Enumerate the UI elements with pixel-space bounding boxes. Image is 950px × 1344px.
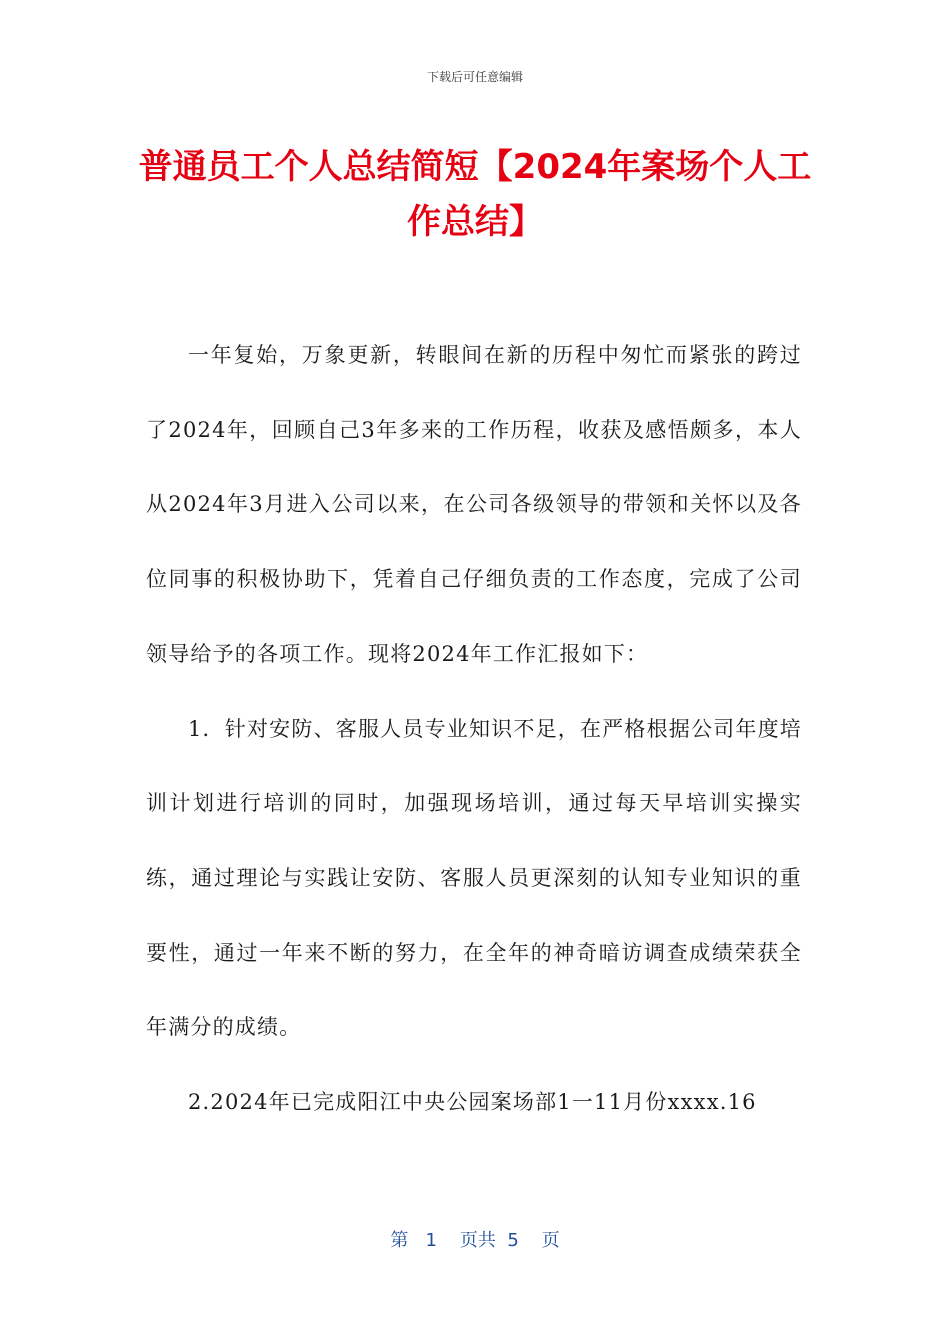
document-body: [146, 318, 802, 1140]
footer-page-total: 5: [507, 1230, 519, 1251]
paragraph-item-1: 1．针对安防、客服人员专业知识不足，在严格根据公司年度培训计划进行培训的同时，加强现场培训，通过每天早培训实操实练，通过理论与实践让安防、客服人员更深刻的认知专业知识的重要性，通过一年来不断的努力，在全年的神奇暗访调查成绩荣获全年满分的成绩。: [146, 716, 802, 1040]
footer-page-prefix: 第: [390, 1230, 409, 1251]
page-title: 普通员工个人总结简短【2024年案场个人工作总结】: [138, 147, 812, 242]
paragraph-intro: 一年复始，万象更新，转眼间在新的历程中匆忙而紧张的跨过了2024年，回顾自己3年多来的工作历程，收获及感悟颇多，本人从2024年3月进入公司以来，在公司各级领导的带领和关怀以及各位同事的积极协助下，凭着自己仔细负责的工作态度，完成了公司领导给予的各项工作。现将2024年工作汇报如下：: [146, 343, 802, 666]
paragraph-item-2: 2.2024年已完成阳江中央公园案场部1一11月份xxxx.16: [188, 1090, 757, 1115]
footer-page-middle: 页共: [459, 1230, 496, 1251]
page-footer: [0, 1226, 950, 1252]
footer-page-number: 1: [425, 1230, 437, 1251]
footer-page-suffix: 页: [541, 1230, 560, 1251]
header-note: 下载后可任意编辑: [426, 70, 523, 84]
